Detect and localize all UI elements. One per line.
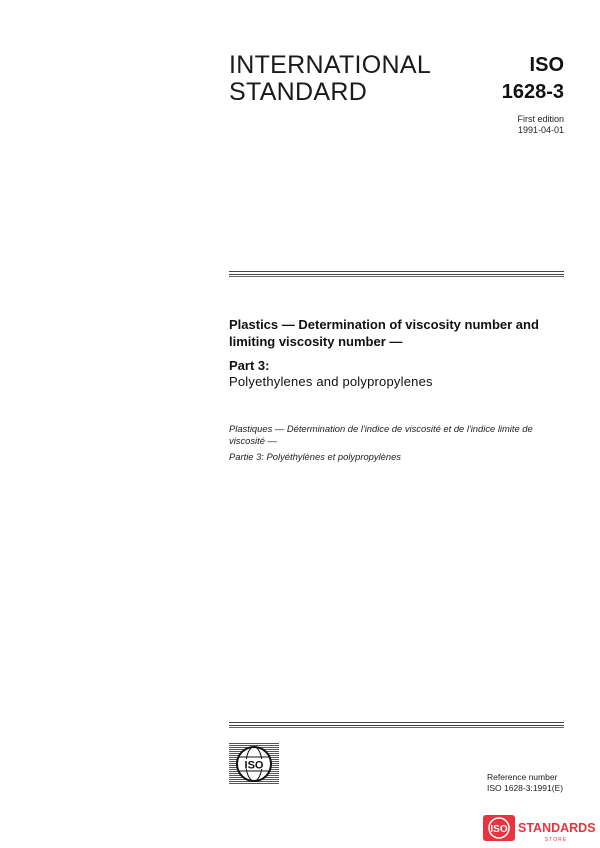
- edition-date: 1991-04-01: [517, 125, 564, 135]
- title-french: Plastiques — Détermination de l'indice de viscosité et de l'indice limite de viscosité —: [229, 423, 533, 446]
- reference-label: Reference number: [487, 772, 558, 782]
- standard-number: 1628-3: [501, 81, 564, 103]
- bottom-rule-3: [229, 727, 564, 728]
- document-type: [229, 52, 431, 106]
- iso-standards-store-watermark: [483, 813, 597, 843]
- top-rule-3: [229, 276, 564, 277]
- watermark-sub-text: STORE: [544, 837, 568, 843]
- part-title: Polyethylenes and polypropylenes: [229, 374, 433, 389]
- reference-block: [487, 772, 563, 794]
- part-title-french: Partie 3: Polyéthylènes et polypropylènes: [229, 451, 401, 462]
- watermark-badge-text: ISO: [490, 824, 508, 835]
- top-rule-1: [229, 271, 564, 272]
- standard-organization: ISO: [529, 54, 564, 76]
- standard-number-block: [502, 52, 564, 106]
- part-number: Part 3:: [229, 358, 270, 373]
- document-type-line1: INTERNATIONAL: [229, 51, 432, 79]
- reference-value: ISO 1628-3:1991(E): [487, 783, 564, 793]
- title-english: Plastics — Determination of viscosity number and limiting viscosity number —: [229, 317, 539, 349]
- top-rule-2: [229, 274, 564, 275]
- edition-label: First edition: [517, 114, 564, 124]
- bottom-rule-1: [229, 722, 564, 723]
- watermark-brand-text: STANDARDS: [518, 821, 596, 835]
- bottom-rule-2: [229, 725, 564, 726]
- iso-logo: [229, 743, 279, 785]
- iso-logo-text: ISO: [244, 759, 264, 772]
- document-type-line2: STANDARD: [229, 78, 368, 106]
- edition-block: [517, 114, 564, 136]
